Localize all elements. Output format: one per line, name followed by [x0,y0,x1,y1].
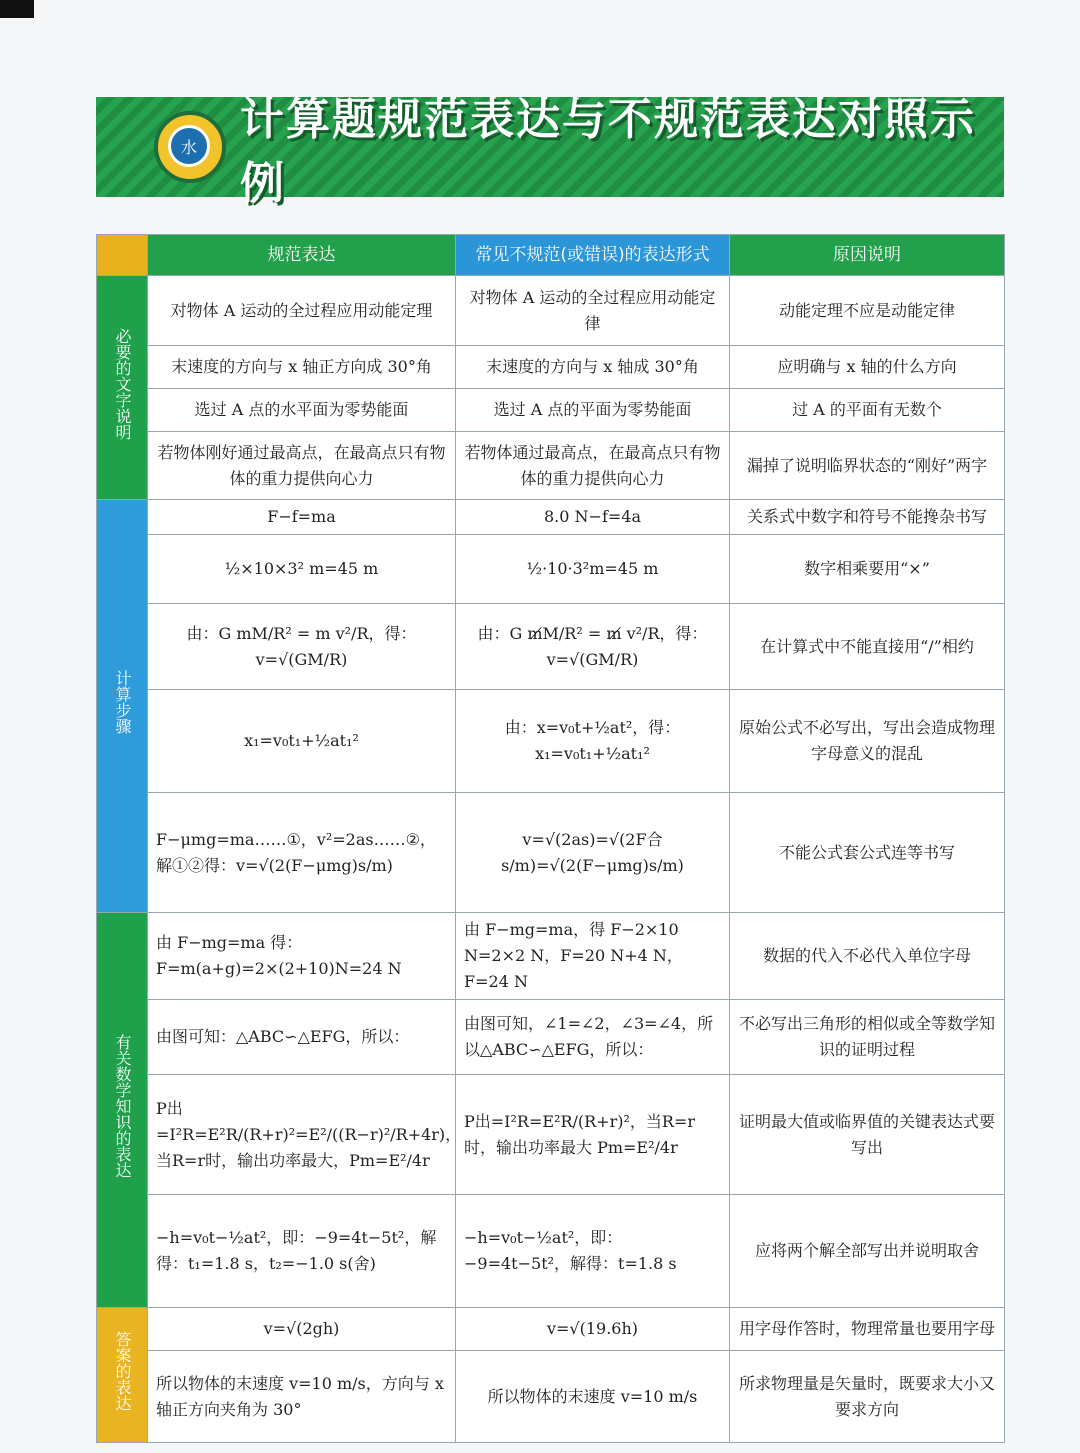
table-row [97,346,1005,389]
nonstandard-cell: ½·10·3²m=45 m [456,535,730,604]
table-row [97,1195,1005,1308]
table-row [97,793,1005,913]
nonstandard-cell: −h=v₀t−½at²，即：−9=4t−5t²，解得：t=1.8 s [456,1195,730,1308]
table-row [97,604,1005,690]
table-row [97,690,1005,793]
category-answer: 答案的表达 [97,1308,148,1443]
table-row [97,1351,1005,1443]
title-banner [96,94,1004,209]
table-row [97,1075,1005,1195]
table-row [97,1308,1005,1351]
nonstandard-cell: 所以物体的末速度 v=10 m/s [456,1351,730,1443]
category-math-knowledge: 有关数学知识的表达 [97,913,148,1308]
nonstandard-cell: P出=I²R=E²R/(R+r)²，当R=r时，输出功率最大 Pm=E²/4r [456,1075,730,1195]
reason-cell: 不必写出三角形的相似或全等数学知识的证明过程 [730,1000,1005,1075]
reason-cell: 关系式中数字和符号不能搀杂书写 [730,500,1005,535]
standard-cell: −h=v₀t−½at²，即：−9=4t−5t²，解得：t₁=1.8 s，t₂=−1.0 s(舍) [148,1195,456,1308]
standard-cell: 末速度的方向与 x 轴正方向成 30°角 [148,346,456,389]
standard-cell: 由图可知：△ABC∽△EFG，所以： [148,1000,456,1075]
standard-cell: 由 F−mg=ma 得：F=m(a+g)=2×(2+10)N=24 N [148,913,456,1000]
reason-cell: 不能公式套公式连等书写 [730,793,1005,913]
standard-cell: 若物体刚好通过最高点，在最高点只有物体的重力提供向心力 [148,432,456,500]
nonstandard-cell: 由：G m̸M/R² = m̸ v²/R，得：v=√(GM/R) [456,604,730,690]
header-standard: 规范表达 [148,235,456,276]
nonstandard-cell: v=√(19.6h) [456,1308,730,1351]
reason-cell: 用字母作答时，物理常量也要用字母 [730,1308,1005,1351]
table-row [97,432,1005,500]
standard-cell: F−μmg=ma……①，v²=2as……②，解①②得：v=√(2(F−μmg)s/m) [148,793,456,913]
header-row [97,235,1005,276]
nonstandard-cell: 对物体 A 运动的全过程应用动能定律 [456,276,730,346]
page-title: 计算题规范表达与不规范表达对照示例 [240,94,976,209]
standard-cell: 对物体 A 运动的全过程应用动能定理 [148,276,456,346]
nonstandard-cell: 由图可知，∠1=∠2，∠3=∠4，所以△ABC∽△EFG，所以： [456,1000,730,1075]
nonstandard-cell: 若物体通过最高点，在最高点只有物体的重力提供向心力 [456,432,730,500]
header-reason: 原因说明 [730,235,1005,276]
reason-cell: 动能定理不应是动能定律 [730,276,1005,346]
header-corner [97,235,148,276]
standard-cell: F−f=ma [148,500,456,535]
reason-cell: 数据的代入不必代入单位字母 [730,913,1005,1000]
category-text-explanation: 必要的文字说明 [97,276,148,500]
nonstandard-cell: 由 F−mg=ma，得 F−2×10 N=2×2 N，F=20 N+4 N，F=24 N [456,913,730,1000]
standard-cell: 由：G mM/R² = m v²/R，得：v=√(GM/R) [148,604,456,690]
nonstandard-cell: 由：x=v₀t+½at²，得：x₁=v₀t₁+½at₁² [456,690,730,793]
nonstandard-cell: 选过 A 点的平面为零势能面 [456,389,730,432]
standard-cell: 选过 A 点的水平面为零势能面 [148,389,456,432]
emblem-logo-center: 水 [168,125,210,167]
table-row [97,500,1005,535]
reason-cell: 过 A 的平面有无数个 [730,389,1005,432]
standard-cell: 所以物体的末速度 v=10 m/s，方向与 x 轴正方向夹角为 30° [148,1351,456,1443]
table-row [97,276,1005,346]
table-row [97,913,1005,1000]
reason-cell: 应明确与 x 轴的什么方向 [730,346,1005,389]
corner-mark [0,0,34,18]
nonstandard-cell: 末速度的方向与 x 轴成 30°角 [456,346,730,389]
reason-cell: 证明最大值或临界值的关键表达式要写出 [730,1075,1005,1195]
emblem-logo [154,111,226,183]
nonstandard-cell: 8.0 N−f=4a [456,500,730,535]
reason-cell: 数字相乘要用“×” [730,535,1005,604]
reason-cell: 所求物理量是矢量时，既要求大小又要求方向 [730,1351,1005,1443]
standard-cell: x₁=v₀t₁+½at₁² [148,690,456,793]
standard-cell: v=√(2gh) [148,1308,456,1351]
category-calculation-steps: 计算步骤 [97,500,148,913]
comparison-table [96,234,1005,1443]
reason-cell: 在计算式中不能直接用“/”相约 [730,604,1005,690]
header-nonstandard: 常见不规范(或错误)的表达形式 [456,235,730,276]
nonstandard-cell: v=√(2as)=√(2F合s/m)=√(2(F−μmg)s/m) [456,793,730,913]
reason-cell: 漏掉了说明临界状态的“刚好”两字 [730,432,1005,500]
standard-cell: ½×10×3² m=45 m [148,535,456,604]
table-row [97,535,1005,604]
reason-cell: 应将两个解全部写出并说明取舍 [730,1195,1005,1308]
reason-cell: 原始公式不必写出，写出会造成物理字母意义的混乱 [730,690,1005,793]
table-row [97,1000,1005,1075]
standard-cell: P出=I²R=E²R/(R+r)²=E²/((R−r)²/R+4r)，当R=r时，输出功率最大，Pm=E²/4r [148,1075,456,1195]
table-row [97,389,1005,432]
